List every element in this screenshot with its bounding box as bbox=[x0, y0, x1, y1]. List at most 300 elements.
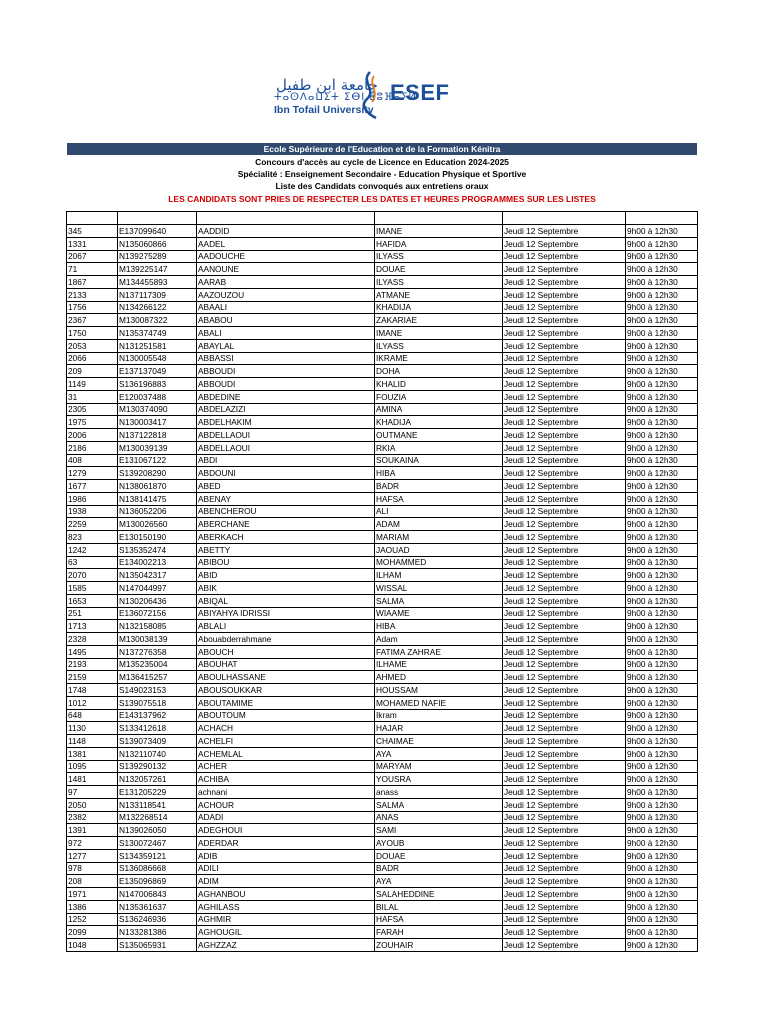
first-name-cell: AYA bbox=[375, 875, 503, 888]
interview-time-cell: 9h00 à 12h30 bbox=[626, 518, 698, 531]
cin-code-cell: M135235004 bbox=[118, 658, 197, 671]
interview-date-cell: Jeudi 12 Septembre bbox=[503, 671, 626, 684]
last-name-cell: AGHMIR bbox=[197, 913, 375, 926]
last-name-cell: ABAYLAL bbox=[197, 339, 375, 352]
table-row bbox=[67, 505, 698, 518]
interview-date-cell: Jeudi 12 Septembre bbox=[503, 569, 626, 582]
table-row bbox=[67, 518, 698, 531]
last-name-cell: Abouabderrahmane bbox=[197, 633, 375, 646]
interview-time-cell: 9h00 à 12h30 bbox=[626, 620, 698, 633]
interview-time-cell: 9h00 à 12h30 bbox=[626, 250, 698, 263]
table-row bbox=[67, 416, 698, 429]
candidate-number-cell: 2066 bbox=[67, 352, 118, 365]
interview-date-cell: Jeudi 12 Septembre bbox=[503, 747, 626, 760]
first-name-cell: WIAAME bbox=[375, 607, 503, 620]
interview-time-cell: 9h00 à 12h30 bbox=[626, 582, 698, 595]
interview-date-cell: Jeudi 12 Septembre bbox=[503, 658, 626, 671]
interview-time-cell: 9h00 à 12h30 bbox=[626, 288, 698, 301]
interview-date-cell: Jeudi 12 Septembre bbox=[503, 429, 626, 442]
candidate-number-cell: 2067 bbox=[67, 250, 118, 263]
cin-code-cell: N131251581 bbox=[118, 339, 197, 352]
cin-code-cell: N134266122 bbox=[118, 301, 197, 314]
table-row bbox=[67, 263, 698, 276]
interview-date-cell: Jeudi 12 Septembre bbox=[503, 620, 626, 633]
candidate-number-cell: 2186 bbox=[67, 441, 118, 454]
interview-time-cell: 9h00 à 12h30 bbox=[626, 569, 698, 582]
first-name-cell: MOHAMED NAFIE bbox=[375, 696, 503, 709]
last-name-cell: ACHER bbox=[197, 760, 375, 773]
table-row bbox=[67, 276, 698, 289]
first-name-cell: SALMA bbox=[375, 594, 503, 607]
last-name-cell: ABIQAL bbox=[197, 594, 375, 607]
candidate-number-cell: 1012 bbox=[67, 696, 118, 709]
interview-time-cell: 9h00 à 12h30 bbox=[626, 760, 698, 773]
last-name-cell: ACHIBA bbox=[197, 773, 375, 786]
cin-code-cell: S139073409 bbox=[118, 735, 197, 748]
candidate-number-cell: 2053 bbox=[67, 339, 118, 352]
cin-code-cell: N135060866 bbox=[118, 237, 197, 250]
interview-date-cell: Jeudi 12 Septembre bbox=[503, 314, 626, 327]
candidate-number-cell: 2259 bbox=[67, 518, 118, 531]
last-name-cell: ABIYAHYA IDRISSI bbox=[197, 607, 375, 620]
last-name-cell: AANOUNE bbox=[197, 263, 375, 276]
candidate-number-cell: 1975 bbox=[67, 416, 118, 429]
first-name-cell: ALI bbox=[375, 505, 503, 518]
cin-code-cell: M130039139 bbox=[118, 441, 197, 454]
candidate-number-cell: 1391 bbox=[67, 824, 118, 837]
cin-code-cell: N147006843 bbox=[118, 888, 197, 901]
last-name-cell: AADDID bbox=[197, 225, 375, 238]
interview-date-cell: Jeudi 12 Septembre bbox=[503, 798, 626, 811]
first-name-cell: ILHAME bbox=[375, 658, 503, 671]
last-name-cell: ABOUHAT bbox=[197, 658, 375, 671]
first-name-cell: ANAS bbox=[375, 811, 503, 824]
list-title: Liste des Candidats convoqués aux entretiens oraux bbox=[275, 181, 489, 191]
table-row bbox=[67, 543, 698, 556]
candidate-number-cell: 1986 bbox=[67, 492, 118, 505]
interview-date-cell: Jeudi 12 Septembre bbox=[503, 301, 626, 314]
first-name-cell: MARYAM bbox=[375, 760, 503, 773]
logo-arabic-text: جامعة ابن طفيل bbox=[276, 76, 378, 94]
interview-date-cell: Jeudi 12 Septembre bbox=[503, 594, 626, 607]
table-row bbox=[67, 798, 698, 811]
interview-time-cell: 9h00 à 12h30 bbox=[626, 900, 698, 913]
university-logo bbox=[268, 68, 458, 124]
interview-date-cell: Jeudi 12 Septembre bbox=[503, 403, 626, 416]
cin-code-cell: M130038139 bbox=[118, 633, 197, 646]
table-row bbox=[67, 837, 698, 850]
cin-code-cell: N133281386 bbox=[118, 926, 197, 939]
last-name-cell: AARAB bbox=[197, 276, 375, 289]
candidate-number-cell: 1242 bbox=[67, 543, 118, 556]
first-name-cell: HIBA bbox=[375, 467, 503, 480]
cin-code-cell: N130003417 bbox=[118, 416, 197, 429]
candidate-number-cell: 209 bbox=[67, 365, 118, 378]
first-name-cell: ADAM bbox=[375, 518, 503, 531]
interview-time-cell: 9h00 à 12h30 bbox=[626, 747, 698, 760]
first-name-cell: FARAH bbox=[375, 926, 503, 939]
table-row bbox=[67, 607, 698, 620]
interview-time-cell: 9h00 à 12h30 bbox=[626, 862, 698, 875]
interview-date-cell: Jeudi 12 Septembre bbox=[503, 760, 626, 773]
table-row bbox=[67, 352, 698, 365]
interview-date-cell: Jeudi 12 Septembre bbox=[503, 518, 626, 531]
interview-time-cell: 9h00 à 12h30 bbox=[626, 237, 698, 250]
candidate-number-cell: 2006 bbox=[67, 429, 118, 442]
candidate-number-cell: 251 bbox=[67, 607, 118, 620]
cin-code-cell: N135042317 bbox=[118, 569, 197, 582]
first-name-cell: DOHA bbox=[375, 365, 503, 378]
cin-code-cell: E136072156 bbox=[118, 607, 197, 620]
first-name-cell: SALMA bbox=[375, 798, 503, 811]
candidate-number-cell: 31 bbox=[67, 390, 118, 403]
cin-code-cell: N130206436 bbox=[118, 594, 197, 607]
interview-time-cell: 9h00 à 12h30 bbox=[626, 352, 698, 365]
last-name-cell: ABERCHANE bbox=[197, 518, 375, 531]
candidate-number-cell: 1750 bbox=[67, 327, 118, 340]
interview-time-cell: 9h00 à 12h30 bbox=[626, 645, 698, 658]
candidate-number-cell: 2367 bbox=[67, 314, 118, 327]
interview-time-cell: 9h00 à 12h30 bbox=[626, 403, 698, 416]
first-name-cell: RKIA bbox=[375, 441, 503, 454]
cin-code-cell: E120037488 bbox=[118, 390, 197, 403]
last-name-cell: AGHANBOU bbox=[197, 888, 375, 901]
interview-date-cell: Jeudi 12 Septembre bbox=[503, 645, 626, 658]
interview-time-cell: 9h00 à 12h30 bbox=[626, 837, 698, 850]
candidate-number-cell: 2050 bbox=[67, 798, 118, 811]
table-row bbox=[67, 900, 698, 913]
table-row bbox=[67, 620, 698, 633]
first-name-cell: BILAL bbox=[375, 900, 503, 913]
cin-code-cell: N137117309 bbox=[118, 288, 197, 301]
candidate-number-cell: 2133 bbox=[67, 288, 118, 301]
table-row bbox=[67, 531, 698, 544]
last-name-cell: ADIB bbox=[197, 849, 375, 862]
interview-time-cell: 9h00 à 12h30 bbox=[626, 786, 698, 799]
cin-code-cell: N132158085 bbox=[118, 620, 197, 633]
cin-code-cell: M130026560 bbox=[118, 518, 197, 531]
first-name-cell: KHADIJA bbox=[375, 416, 503, 429]
interview-time-cell: 9h00 à 12h30 bbox=[626, 913, 698, 926]
table-row bbox=[67, 225, 698, 238]
first-name-cell: HAFSA bbox=[375, 913, 503, 926]
logo-esef-text: ESEF bbox=[390, 80, 450, 105]
interview-time-cell: 9h00 à 12h30 bbox=[626, 505, 698, 518]
interview-date-cell: Jeudi 12 Septembre bbox=[503, 467, 626, 480]
last-name-cell: ABED bbox=[197, 480, 375, 493]
cin-code-cell: S135065931 bbox=[118, 939, 197, 952]
candidate-number-cell: 1748 bbox=[67, 684, 118, 697]
candidate-number-cell: 1653 bbox=[67, 594, 118, 607]
interview-date-cell: Jeudi 12 Septembre bbox=[503, 543, 626, 556]
cin-code-cell: S130072467 bbox=[118, 837, 197, 850]
interview-date-cell: Jeudi 12 Septembre bbox=[503, 824, 626, 837]
table-row bbox=[67, 237, 698, 250]
last-name-cell: ABOUTAMIME bbox=[197, 696, 375, 709]
cin-code-cell: N135361637 bbox=[118, 900, 197, 913]
interview-date-cell: Jeudi 12 Septembre bbox=[503, 709, 626, 722]
interview-time-cell: 9h00 à 12h30 bbox=[626, 441, 698, 454]
interview-date-cell: Jeudi 12 Septembre bbox=[503, 250, 626, 263]
cin-code-cell: M134455893 bbox=[118, 276, 197, 289]
candidate-number-cell: 1713 bbox=[67, 620, 118, 633]
first-name-cell: MARIAM bbox=[375, 531, 503, 544]
last-name-cell: ACHELFI bbox=[197, 735, 375, 748]
last-name-cell: ABETTY bbox=[197, 543, 375, 556]
interview-date-cell: Jeudi 12 Septembre bbox=[503, 888, 626, 901]
last-name-cell: ABENCHEROU bbox=[197, 505, 375, 518]
table-row bbox=[67, 645, 698, 658]
first-name-cell: BADR bbox=[375, 862, 503, 875]
interview-date-cell: Jeudi 12 Septembre bbox=[503, 505, 626, 518]
last-name-cell: AADEL bbox=[197, 237, 375, 250]
interview-time-cell: 9h00 à 12h30 bbox=[626, 301, 698, 314]
last-name-cell: ADERDAR bbox=[197, 837, 375, 850]
cin-code-cell: S149023153 bbox=[118, 684, 197, 697]
table-row bbox=[67, 327, 698, 340]
candidate-number-cell: 1149 bbox=[67, 378, 118, 391]
cin-code-cell: E130150190 bbox=[118, 531, 197, 544]
last-name-cell: ABAALI bbox=[197, 301, 375, 314]
interview-date-cell: Jeudi 12 Septembre bbox=[503, 339, 626, 352]
interview-date-cell: Jeudi 12 Septembre bbox=[503, 556, 626, 569]
interview-time-cell: 9h00 à 12h30 bbox=[626, 926, 698, 939]
candidate-number-cell: 1481 bbox=[67, 773, 118, 786]
cin-code-cell: N135374749 bbox=[118, 327, 197, 340]
table-row bbox=[67, 875, 698, 888]
cin-code-cell: N136052206 bbox=[118, 505, 197, 518]
interview-date-cell: Jeudi 12 Septembre bbox=[503, 416, 626, 429]
interview-date-cell: Jeudi 12 Septembre bbox=[503, 454, 626, 467]
interview-date-cell: Jeudi 12 Septembre bbox=[503, 633, 626, 646]
first-name-cell: DOUAE bbox=[375, 263, 503, 276]
first-name-cell: JAOUAD bbox=[375, 543, 503, 556]
first-name-cell: AYA bbox=[375, 747, 503, 760]
first-name-cell: HAFIDA bbox=[375, 237, 503, 250]
logo-tifinagh-text: ⵜⴰⵙⴷⴰⵡⵉⵜ ⵉⴱⵏ ⵟⵓⴼⴰⵢⵍ bbox=[274, 92, 417, 103]
table-row bbox=[67, 913, 698, 926]
cin-code-cell: N133118541 bbox=[118, 798, 197, 811]
last-name-cell: ABDI bbox=[197, 454, 375, 467]
table-row bbox=[67, 339, 698, 352]
interview-time-cell: 9h00 à 12h30 bbox=[626, 263, 698, 276]
interview-date-cell: Jeudi 12 Septembre bbox=[503, 900, 626, 913]
table-row bbox=[67, 633, 698, 646]
last-name-cell: ABOULHASSANE bbox=[197, 671, 375, 684]
first-name-cell: HOUSSAM bbox=[375, 684, 503, 697]
interview-date-cell: Jeudi 12 Septembre bbox=[503, 722, 626, 735]
last-name-cell: ABIK bbox=[197, 582, 375, 595]
first-name-cell: MOHAMMED bbox=[375, 556, 503, 569]
last-name-cell: ABID bbox=[197, 569, 375, 582]
last-name-cell: AGHOUGIL bbox=[197, 926, 375, 939]
table-row bbox=[67, 671, 698, 684]
table-row bbox=[67, 824, 698, 837]
first-name-cell: ILYASS bbox=[375, 339, 503, 352]
table-row bbox=[67, 288, 698, 301]
candidate-number-cell: 408 bbox=[67, 454, 118, 467]
candidate-number-cell: 1048 bbox=[67, 939, 118, 952]
table-row bbox=[67, 684, 698, 697]
interview-date-cell: Jeudi 12 Septembre bbox=[503, 327, 626, 340]
cin-code-cell: S136246936 bbox=[118, 913, 197, 926]
school-banner: Ecole Supérieure de l'Education et de la Formation Kénitra bbox=[67, 143, 697, 155]
interview-date-cell: Jeudi 12 Septembre bbox=[503, 378, 626, 391]
candidate-number-cell: 2305 bbox=[67, 403, 118, 416]
interview-time-cell: 9h00 à 12h30 bbox=[626, 633, 698, 646]
last-name-cell: ABBOUDI bbox=[197, 365, 375, 378]
table-row bbox=[67, 862, 698, 875]
interview-date-cell: Jeudi 12 Septembre bbox=[503, 225, 626, 238]
first-name-cell: Adam bbox=[375, 633, 503, 646]
interview-time-cell: 9h00 à 12h30 bbox=[626, 824, 698, 837]
candidate-number-cell: 1971 bbox=[67, 888, 118, 901]
last-name-cell: ABOUCH bbox=[197, 645, 375, 658]
candidate-number-cell: 823 bbox=[67, 531, 118, 544]
first-name-cell: AYOUB bbox=[375, 837, 503, 850]
interview-time-cell: 9h00 à 12h30 bbox=[626, 378, 698, 391]
interview-date-cell: Jeudi 12 Septembre bbox=[503, 926, 626, 939]
interview-time-cell: 9h00 à 12h30 bbox=[626, 607, 698, 620]
last-name-cell: AGHZZAZ bbox=[197, 939, 375, 952]
table-row bbox=[67, 480, 698, 493]
table-row bbox=[67, 429, 698, 442]
interview-time-cell: 9h00 à 12h30 bbox=[626, 849, 698, 862]
candidate-number-cell: 1279 bbox=[67, 467, 118, 480]
first-name-cell: ILHAM bbox=[375, 569, 503, 582]
last-name-cell: ABLALI bbox=[197, 620, 375, 633]
cin-code-cell: E137137049 bbox=[118, 365, 197, 378]
contest-title: Concours d'accès au cycle de Licence en Education 2024-2025 bbox=[255, 157, 509, 167]
cin-code-cell: N139026050 bbox=[118, 824, 197, 837]
candidate-number-cell: 97 bbox=[67, 786, 118, 799]
interview-date-cell: Jeudi 12 Septembre bbox=[503, 696, 626, 709]
cin-code-cell: S139290132 bbox=[118, 760, 197, 773]
first-name-cell: YOUSRA bbox=[375, 773, 503, 786]
first-name-cell: BADR bbox=[375, 480, 503, 493]
interview-time-cell: 9h00 à 12h30 bbox=[626, 671, 698, 684]
cin-code-cell: N132057261 bbox=[118, 773, 197, 786]
table-row bbox=[67, 378, 698, 391]
last-name-cell: ABDOUNI bbox=[197, 467, 375, 480]
candidates-table bbox=[66, 211, 698, 952]
cin-code-cell: S135352474 bbox=[118, 543, 197, 556]
cin-code-cell: N137122818 bbox=[118, 429, 197, 442]
interview-time-cell: 9h00 à 12h30 bbox=[626, 327, 698, 340]
first-name-cell: SALAHEDDINE bbox=[375, 888, 503, 901]
table-row bbox=[67, 556, 698, 569]
table-row bbox=[67, 314, 698, 327]
candidate-number-cell: 1148 bbox=[67, 735, 118, 748]
table-row bbox=[67, 939, 698, 952]
table-row bbox=[67, 582, 698, 595]
last-name-cell: ADEGHOUI bbox=[197, 824, 375, 837]
candidate-number-cell: 1331 bbox=[67, 237, 118, 250]
interview-time-cell: 9h00 à 12h30 bbox=[626, 276, 698, 289]
candidate-number-cell: 978 bbox=[67, 862, 118, 875]
candidate-number-cell: 63 bbox=[67, 556, 118, 569]
first-name-cell: ILYASS bbox=[375, 276, 503, 289]
last-name-cell: AGHILASS bbox=[197, 900, 375, 913]
cin-code-cell: E131067122 bbox=[118, 454, 197, 467]
first-name-cell: HAJAR bbox=[375, 722, 503, 735]
table-row bbox=[67, 811, 698, 824]
cin-code-cell: S133412618 bbox=[118, 722, 197, 735]
first-name-cell: ZAKARIAE bbox=[375, 314, 503, 327]
last-name-cell: ABIBOU bbox=[197, 556, 375, 569]
interview-date-cell: Jeudi 12 Septembre bbox=[503, 582, 626, 595]
candidate-number-cell: 1386 bbox=[67, 900, 118, 913]
interview-date-cell: Jeudi 12 Septembre bbox=[503, 939, 626, 952]
first-name-cell: CHAIMAE bbox=[375, 735, 503, 748]
candidate-number-cell: 1130 bbox=[67, 722, 118, 735]
last-name-cell: ABDELLAOUI bbox=[197, 429, 375, 442]
interview-date-cell: Jeudi 12 Septembre bbox=[503, 288, 626, 301]
cin-code-cell: E137099640 bbox=[118, 225, 197, 238]
cin-code-cell: M139225147 bbox=[118, 263, 197, 276]
candidate-number-cell: 71 bbox=[67, 263, 118, 276]
cin-code-cell: N130005548 bbox=[118, 352, 197, 365]
table-row bbox=[67, 926, 698, 939]
interview-time-cell: 9h00 à 12h30 bbox=[626, 454, 698, 467]
interview-date-cell: Jeudi 12 Septembre bbox=[503, 786, 626, 799]
first-name-cell: HIBA bbox=[375, 620, 503, 633]
interview-date-cell: Jeudi 12 Septembre bbox=[503, 875, 626, 888]
first-name-cell: HAFSA bbox=[375, 492, 503, 505]
table-row bbox=[67, 735, 698, 748]
table-row bbox=[67, 390, 698, 403]
first-name-cell: Ikram bbox=[375, 709, 503, 722]
last-name-cell: ABALI bbox=[197, 327, 375, 340]
last-name-cell: AADOUCHE bbox=[197, 250, 375, 263]
interview-time-cell: 9h00 à 12h30 bbox=[626, 314, 698, 327]
first-name-cell: IKRAME bbox=[375, 352, 503, 365]
candidate-number-cell: 1381 bbox=[67, 747, 118, 760]
table-row bbox=[67, 849, 698, 862]
interview-date-cell: Jeudi 12 Septembre bbox=[503, 607, 626, 620]
interview-date-cell: Jeudi 12 Septembre bbox=[503, 531, 626, 544]
cin-code-cell: S136196883 bbox=[118, 378, 197, 391]
table-row bbox=[67, 888, 698, 901]
first-name-cell: DOUAE bbox=[375, 849, 503, 862]
interview-time-cell: 9h00 à 12h30 bbox=[626, 722, 698, 735]
last-name-cell: ADADI bbox=[197, 811, 375, 824]
interview-date-cell: Jeudi 12 Septembre bbox=[503, 735, 626, 748]
candidate-number-cell: 2193 bbox=[67, 658, 118, 671]
candidate-number-cell: 1495 bbox=[67, 645, 118, 658]
first-name-cell: ZOUHAIR bbox=[375, 939, 503, 952]
candidate-number-cell: 2099 bbox=[67, 926, 118, 939]
first-name-cell: ATMANE bbox=[375, 288, 503, 301]
interview-time-cell: 9h00 à 12h30 bbox=[626, 798, 698, 811]
last-name-cell: AAZOUZOU bbox=[197, 288, 375, 301]
candidate-number-cell: 648 bbox=[67, 709, 118, 722]
table-row bbox=[67, 658, 698, 671]
cin-code-cell: M130087322 bbox=[118, 314, 197, 327]
interview-date-cell: Jeudi 12 Septembre bbox=[503, 352, 626, 365]
candidate-number-cell: 2159 bbox=[67, 671, 118, 684]
interview-date-cell: Jeudi 12 Septembre bbox=[503, 811, 626, 824]
candidate-number-cell: 1095 bbox=[67, 760, 118, 773]
last-name-cell: ABDEDINE bbox=[197, 390, 375, 403]
interview-date-cell: Jeudi 12 Septembre bbox=[503, 441, 626, 454]
interview-date-cell: Jeudi 12 Septembre bbox=[503, 684, 626, 697]
table-row bbox=[67, 747, 698, 760]
last-name-cell: ABBASSI bbox=[197, 352, 375, 365]
interview-time-cell: 9h00 à 12h30 bbox=[626, 339, 698, 352]
cin-code-cell: M130374090 bbox=[118, 403, 197, 416]
table-row bbox=[67, 467, 698, 480]
